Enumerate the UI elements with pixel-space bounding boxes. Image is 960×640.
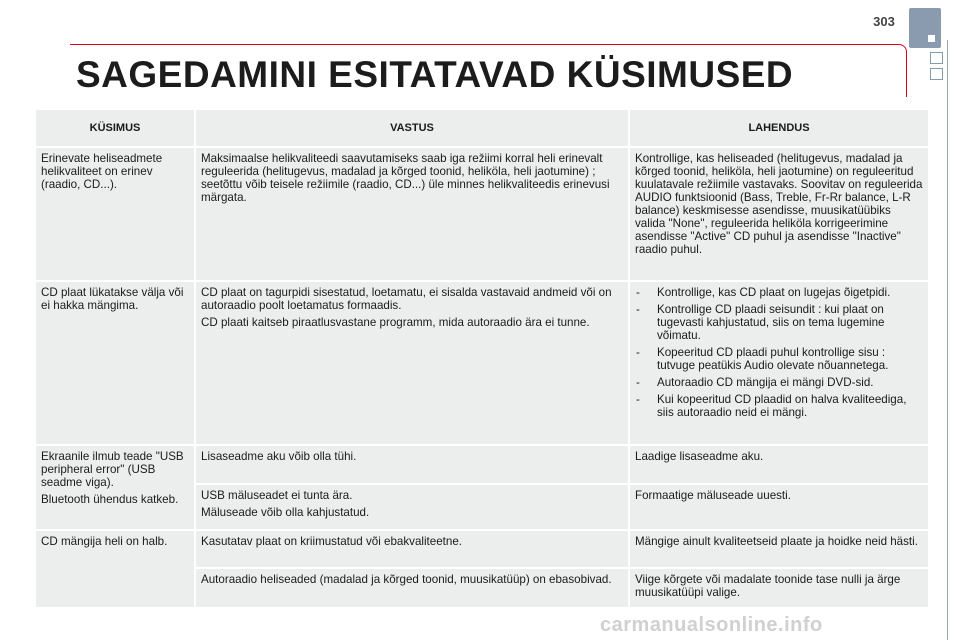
solution-list [635, 286, 923, 419]
solution-cell [629, 445, 929, 484]
solution-cell [629, 568, 929, 608]
solution-cell [629, 281, 929, 445]
answer-text: Maksimaalse helikvaliteedi saavutamiseks saab iga režiimi korral heli erinevalt reguleerida (helitugevus, madalad ja kõrged toonid, heliköla, heli jaotumine) ; seetõttu võib teisele režiimile (raadio, CD...) üle minnes helikvaliteedis erinevusi märgata. [201, 152, 610, 204]
question-text: CD plaat lükatakse välja või ei hakka mängima. [41, 286, 184, 312]
table-row [35, 530, 929, 568]
answer-cell [195, 445, 629, 484]
column-header-answer: VASTUS [195, 109, 629, 147]
question-text: CD mängija heli on halb. [41, 535, 168, 548]
table-row [35, 281, 929, 445]
page-number: 303 [873, 14, 895, 29]
question-paragraph: Ekraanile ilmub teade "USB peripheral error" (USB seadme viga). [41, 450, 184, 489]
answer-cell [195, 530, 629, 568]
side-marker-box [930, 68, 943, 80]
answer-cell [195, 281, 629, 445]
question-cell [35, 147, 195, 281]
side-marker-box [930, 52, 943, 64]
solution-list-item: - Kontrollige CD plaadi seisundit : kui plaat on tugevasti kahjustatud, siis on tema lugemine võimatu. [635, 303, 923, 342]
solution-text: Formaatige mäluseade uuesti. [635, 489, 791, 502]
column-header-solution: LAHENDUS [629, 109, 929, 147]
answer-cell [195, 147, 629, 281]
answer-text: Kasutatav plaat on kriimustatud või ebakvaliteetne. [201, 535, 463, 548]
answer-paragraph: CD plaati kaitseb piraatlusvastane programm, mida autoraadio ära ei tunne. [201, 316, 590, 329]
question-text: Erinevate heliseadmete helikvaliteet on erinev (raadio, CD...). [41, 152, 163, 191]
question-cell [35, 445, 195, 530]
answer-paragraph: USB mäluseadet ei tunta ära. [201, 489, 353, 502]
table-header-row [35, 109, 929, 147]
answer-text: Lisaseadme aku võib olla tühi. [201, 450, 357, 463]
answer-cell [195, 568, 629, 608]
answer-cell [195, 484, 629, 530]
answer-text: Autoraadio heliseaded (madalad ja kõrged toonid, muusikatüüp) on ebasobivad. [201, 573, 612, 586]
solution-list-item: - Kopeeritud CD plaadi puhul kontrollige sisu : tutvuge peatükis Audio olevate nõuannetega. [635, 346, 923, 372]
question-paragraph: Bluetooth ühendus katkeb. [41, 493, 179, 506]
solution-cell [629, 530, 929, 568]
table-row [35, 147, 929, 281]
column-header-question: KÜSIMUS [35, 109, 195, 147]
page-title: SAGEDAMINI ESITATAVAD KÜSIMUSED [76, 54, 794, 95]
solution-text: Laadige lisaseadme aku. [635, 450, 764, 463]
table-row [35, 445, 929, 484]
solution-list-item: - Autoraadio CD mängija ei mängi DVD-sid. [635, 376, 923, 389]
solution-cell [629, 147, 929, 281]
solution-cell [629, 484, 929, 530]
solution-text: Mängige ainult kvaliteetseid plaate ja hoidke neid hästi. [635, 535, 918, 548]
answer-paragraph: CD plaat on tagurpidi sisestatud, loetamatu, ei sisalda vastavaid andmeid või on autoraadio poolt loetamatus formaadis. [201, 286, 612, 312]
watermark: carmanualsonline.info [600, 614, 823, 636]
question-cell [35, 530, 195, 608]
faq-table [34, 108, 930, 609]
solution-text: Kontrollige, kas heliseaded (helitugevus, madalad ja kõrged toonid, heliköla, heli jaotumine) on reguleeritud kuulatavale režiimile vastavaks. Soovitav on reguleerida AUDIO funktsioonid (Bass, Treble, Fr-Rr balance, L-R balance) keskmisesse asendisse, muusikatüübiks valida "None", reguleerida heliköla korrigeerimine asendisse "Active" CD puhul ja asendisse "Inactive" raadio puhul. [635, 152, 923, 256]
answer-paragraph: Mäluseade võib olla kahjustatud. [201, 506, 370, 519]
solution-text: Viige kõrgete või madalate toonide tase nulli ja ärge muusikatüüpi valige. [635, 573, 901, 599]
question-cell [35, 281, 195, 445]
solution-list-item: - Kontrollige, kas CD plaat on lugejas õigetpidi. [635, 286, 923, 299]
chapter-tab[interactable] [909, 8, 941, 48]
solution-list-item: - Kui kopeeritud CD plaadid on halva kvaliteediga, siis autoraadio neid ei mängi. [635, 393, 923, 419]
side-divider [947, 40, 948, 640]
